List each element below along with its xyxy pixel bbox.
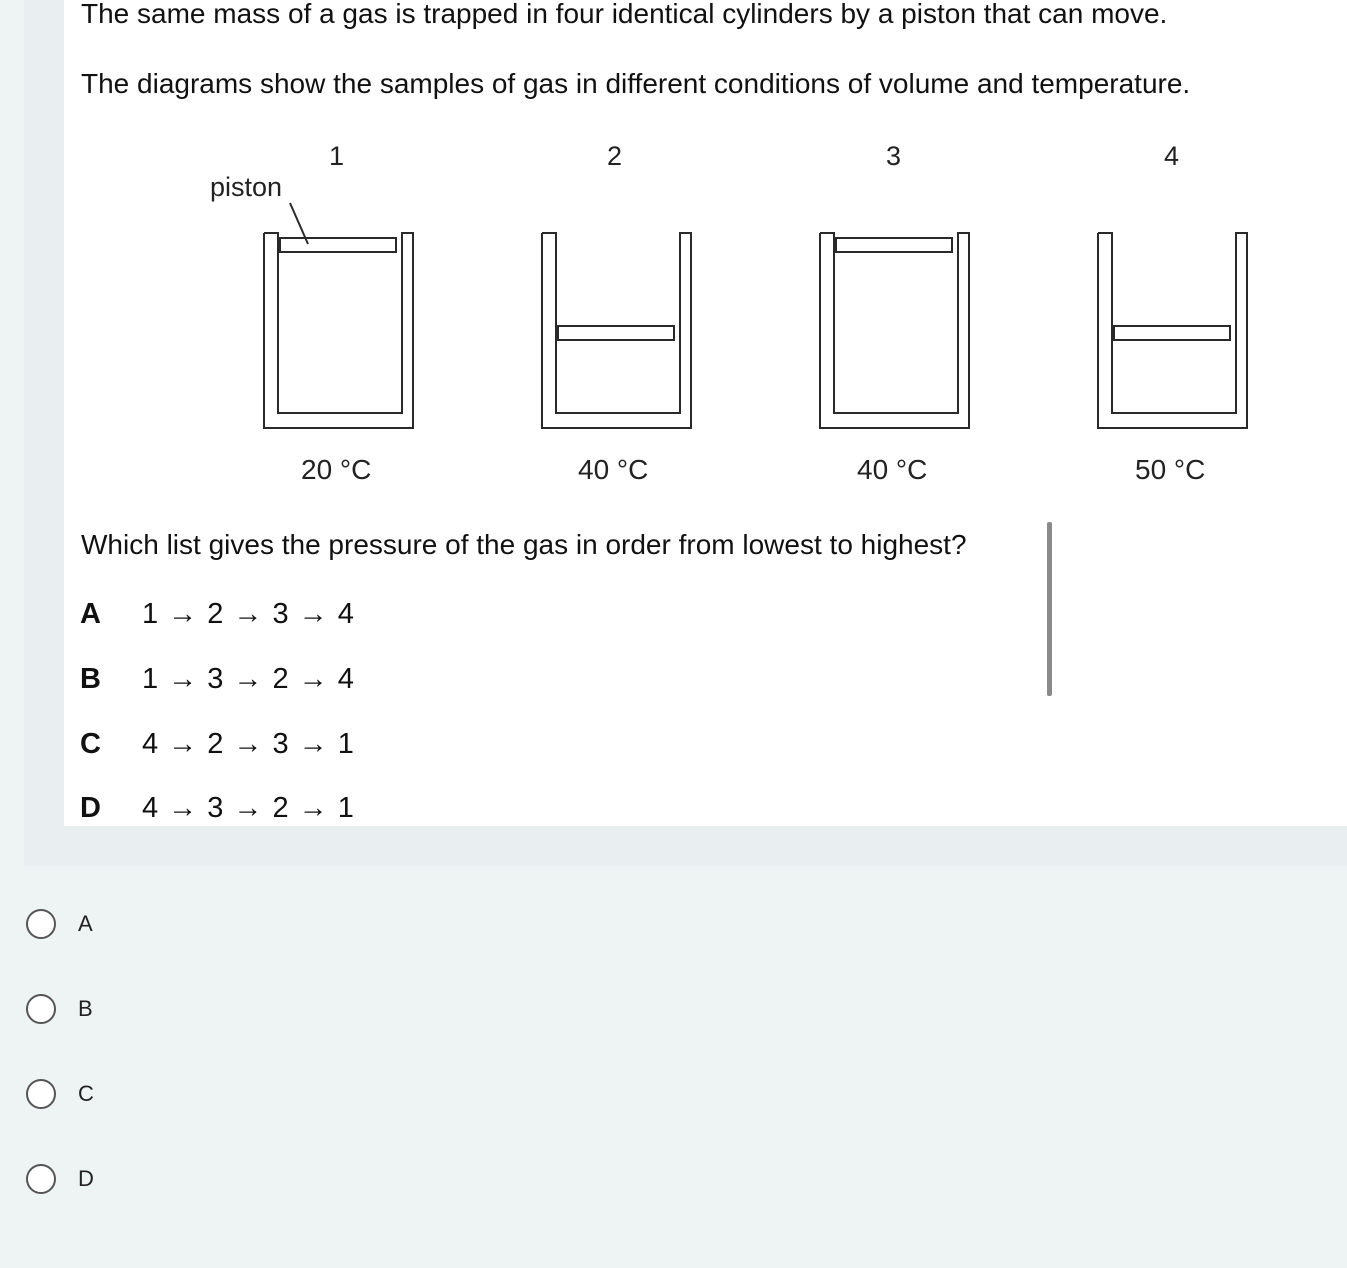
answer-label: C bbox=[78, 1081, 94, 1106]
answer-option-c[interactable] bbox=[26, 1076, 94, 1112]
radio-button[interactable] bbox=[26, 1079, 56, 1109]
option-row-d bbox=[80, 792, 355, 825]
option-row-c bbox=[80, 728, 355, 761]
question-text-line-1: The same mass of a gas is trapped in four identical cylinders by a piston that can move. bbox=[81, 0, 1168, 29]
answer-label: B bbox=[78, 996, 93, 1021]
piston-2 bbox=[558, 326, 674, 340]
option-letter: A bbox=[80, 598, 101, 630]
option-letter: D bbox=[80, 792, 101, 824]
cylinder-1 bbox=[264, 233, 413, 428]
option-row-b bbox=[80, 663, 355, 696]
piston-label: piston bbox=[210, 172, 283, 202]
option-sequence: 1 → 3 → 2 → 4 bbox=[142, 663, 355, 695]
radio-button[interactable] bbox=[26, 909, 56, 939]
cylinder-3 bbox=[820, 233, 969, 428]
answer-label: A bbox=[78, 911, 93, 936]
cylinder-number-1: 1 bbox=[329, 141, 345, 171]
cylinder-temp-4: 50 °C bbox=[1135, 454, 1206, 485]
question-image bbox=[64, 0, 1347, 826]
option-letter: C bbox=[80, 728, 101, 760]
piston-1 bbox=[280, 238, 396, 252]
cylinder-number-4: 4 bbox=[1164, 141, 1180, 171]
piston-3 bbox=[836, 238, 952, 252]
piston-4 bbox=[1114, 326, 1230, 340]
question-prompt: Which list gives the pressure of the gas in order from lowest to highest? bbox=[81, 529, 967, 560]
cylinder-2 bbox=[542, 233, 691, 428]
option-row-a bbox=[80, 598, 355, 631]
answer-label: D bbox=[78, 1166, 94, 1191]
cylinders-diagram bbox=[64, 0, 1347, 440]
option-letter: B bbox=[80, 663, 101, 695]
text-cursor-bar bbox=[1047, 522, 1052, 696]
option-sequence: 4 → 2 → 3 → 1 bbox=[142, 728, 355, 760]
cylinder-4 bbox=[1098, 233, 1247, 428]
radio-button[interactable] bbox=[26, 1164, 56, 1194]
answer-option-a[interactable] bbox=[26, 906, 93, 942]
answer-option-b[interactable] bbox=[26, 991, 93, 1027]
option-sequence: 4 → 3 → 2 → 1 bbox=[142, 792, 355, 824]
cylinder-temp-1: 20 °C bbox=[301, 454, 372, 485]
radio-button[interactable] bbox=[26, 994, 56, 1024]
cylinder-temp-3: 40 °C bbox=[857, 454, 928, 485]
cylinder-number-2: 2 bbox=[607, 141, 623, 171]
answer-option-d[interactable] bbox=[26, 1161, 94, 1197]
option-sequence: 1 → 2 → 3 → 4 bbox=[142, 598, 355, 630]
cylinder-number-3: 3 bbox=[886, 141, 902, 171]
cylinder-temp-2: 40 °C bbox=[578, 454, 649, 485]
question-text-line-2: The diagrams show the samples of gas in different conditions of volume and temperature. bbox=[81, 68, 1191, 99]
